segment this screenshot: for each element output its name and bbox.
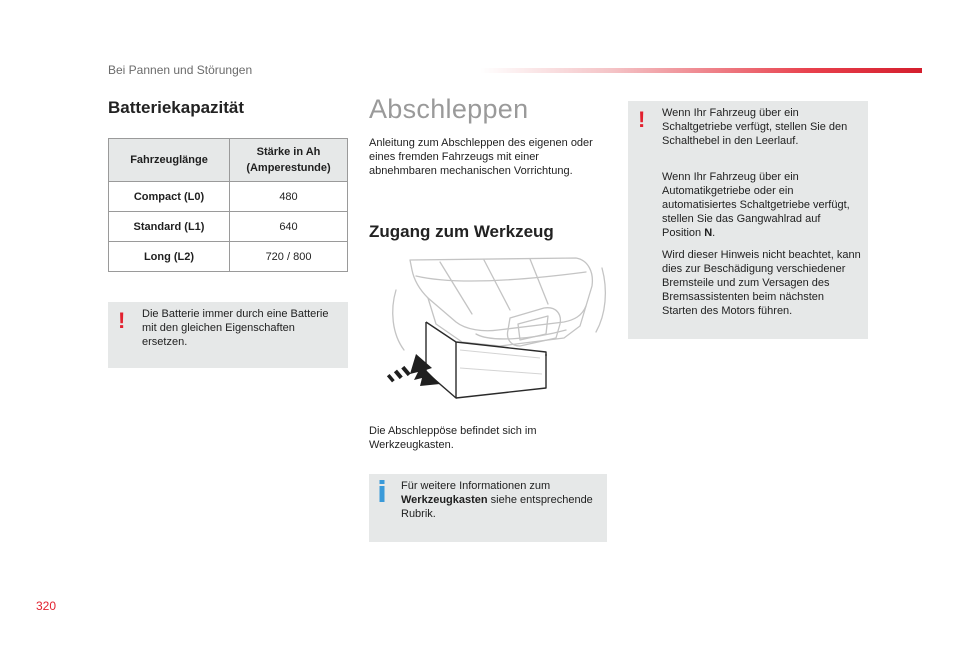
info-note-bold-term: Werkzeugkasten (401, 494, 488, 506)
tool-access-heading: Zugang zum Werkzeug (369, 222, 554, 241)
gear-position-n: N (704, 227, 713, 239)
gearbox-warning-note (628, 101, 868, 339)
table-header-row (109, 139, 348, 182)
section-title: Bei Pannen und Störungen (108, 63, 253, 77)
cell-capacity: 720 / 800 (230, 242, 348, 272)
automatic-gearbox-text-end: . (712, 227, 716, 239)
cell-capacity: 480 (230, 182, 348, 212)
info-note-text (401, 479, 601, 521)
cell-length: Compact (L0) (109, 182, 230, 212)
info-icon (379, 480, 385, 502)
brake-damage-warning-text: Wird dieser Hinweis nicht beachtet, kann dies zur Beschädigung verschiedener Bremsteile und zum Versagen des Bremsassistenten beim nächsten Starten des Motors führen. (662, 249, 861, 317)
warning-exclamation-icon: ! (638, 107, 646, 132)
info-note-text-start: Für weitere Informationen zum (401, 480, 551, 492)
cell-capacity: 640 (230, 212, 348, 242)
column-header-capacity (230, 139, 348, 182)
table-row (109, 212, 348, 242)
towing-heading: Abschleppen (369, 94, 529, 124)
battery-capacity-table (108, 138, 348, 272)
info-note-text-end: siehe entsprechende Rubrik. (401, 494, 593, 520)
automatic-gearbox-text-main: Wenn Ihr Fahrzeug über ein Automatikgetriebe oder ein automatisiertes Schaltgetriebe verfügt, stellen Sie das Gangwahlrad auf Position (662, 171, 850, 239)
seat-tool-box-illustration (380, 250, 612, 402)
tool-kit-info-note (369, 474, 607, 542)
column-header-capacity-text: Stärke in Ah (Amperestunde) (246, 146, 331, 174)
automatic-gearbox-text (662, 170, 862, 240)
manual-gearbox-text: Wenn Ihr Fahrzeug über ein Schaltgetriebe verfügt, stellen Sie den Schalthebel in den Leerlauf. (662, 107, 848, 147)
battery-note-text: Die Batterie immer durch eine Batterie mit den gleichen Eigenschaften ersetzen. (142, 308, 329, 348)
warning-exclamation-icon: ! (118, 308, 126, 333)
tow-eye-location-text: Die Abschleppöse befindet sich im Werkzeugkasten. (369, 425, 537, 451)
cell-length: Standard (L1) (109, 212, 230, 242)
battery-heading: Batteriekapazität (108, 98, 245, 117)
column-header-length: Fahrzeuglänge (109, 139, 230, 182)
table-row (109, 242, 348, 272)
battery-warning-note (108, 302, 348, 368)
table-row (109, 182, 348, 212)
page-number: 320 (36, 599, 57, 613)
towing-intro-text: Anleitung zum Abschleppen des eigenen oder eines fremden Fahrzeugs mit einer abnehmbaren mechanischen Vorrichtung. (369, 137, 593, 177)
header-accent-rule (480, 68, 922, 73)
cell-length: Long (L2) (109, 242, 230, 272)
